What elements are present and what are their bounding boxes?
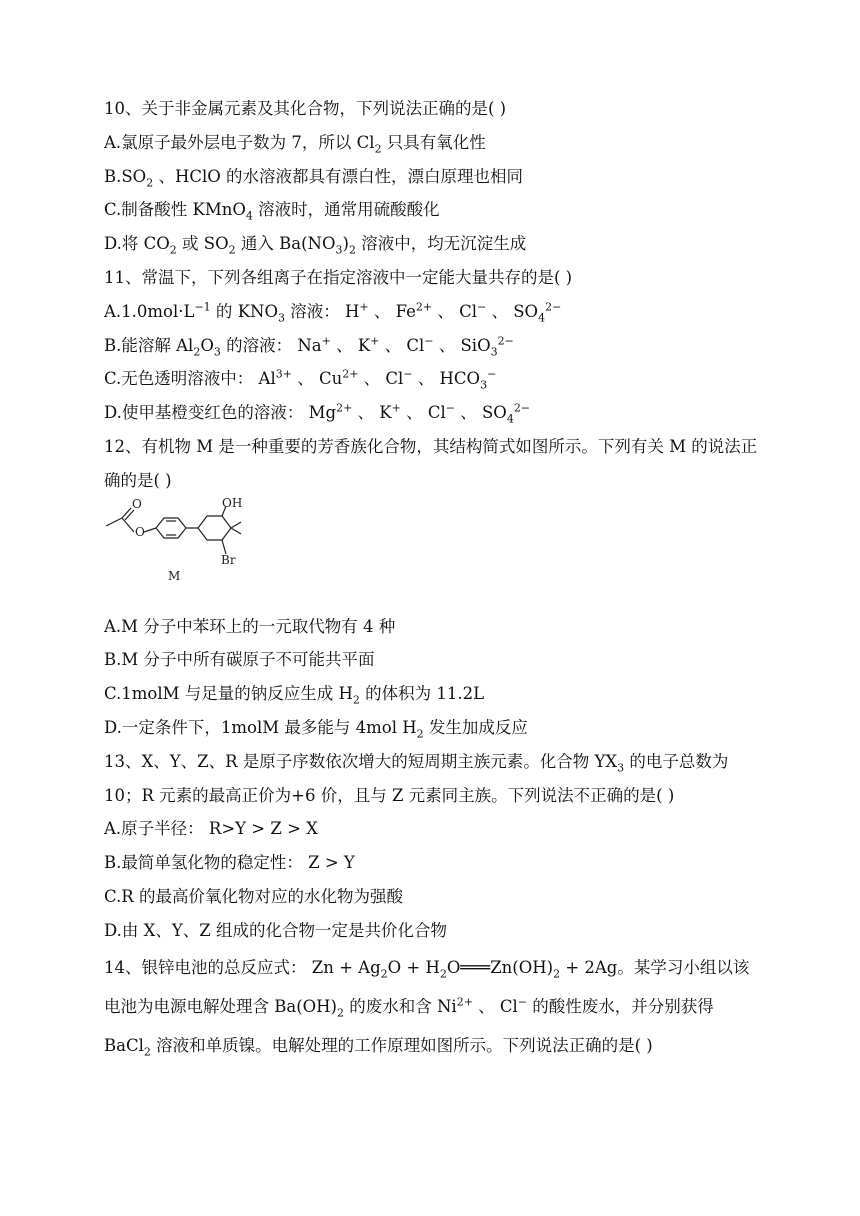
label-molecule-m: M: [168, 568, 181, 583]
q11-option-b: B.能溶解 $Al_2O_3$ 的溶液： Na+ 、 K+ 、 Cl− 、 SiO$_3^{2-}$: [104, 334, 514, 358]
q13-option-c: C.R 的最高价氧化物对应的水化物为强酸: [104, 886, 403, 906]
q13-option-a: A.原子半径： R>Y > Z > X: [104, 819, 318, 839]
bond-ester: [122, 518, 134, 532]
label-carbonyl-o: O: [132, 497, 142, 511]
bond-carbonyl: [122, 508, 131, 518]
label-oh: OH: [222, 497, 243, 510]
q12-option-a: A.M 分子中苯环上的一元取代物有 4 种: [104, 616, 396, 636]
q10-option-b: $B.SO_2$ 、HClO 的水溶液都具有漂白性，漂白原理也相同: [104, 166, 524, 189]
q10-option-a: A.氯原子最外层电子数为 7，所以 $Cl_2$ 只具有氧化性: [104, 132, 486, 156]
q10-option-d: D.将 $CO_2$ 或 $SO_2$ 通入 $Ba(NO_3)_2$ 溶液中，均无沉淀生成: [104, 234, 527, 257]
q11-option-a: $A.1.0mol\cdot L^{-1}$ 的 $KNO_3$ 溶液： H+ 、 $Fe^{2+}$ 、 Cl− 、 $SO_4^{2-}$: [104, 300, 562, 325]
q12-option-c: C.1molM 与足量的钠反应生成 $H_2$ 的体积为 11.2L: [104, 684, 485, 707]
q11-option-d: D.使甲基橙变红色的溶液： $Mg^{2+}$ 、 K+ 、 Cl− 、 $SO_4^{2-}$: [104, 401, 531, 426]
question-11-stem: 11、常温下，下列各组离子在指定溶液中一定能大量共存的是( ): [104, 267, 573, 287]
q13-option-d: D.由 X、Y、Z 组成的化合物一定是共价化合物: [104, 920, 447, 940]
molecule-structure-figure: [104, 498, 764, 610]
q10-option-c: C.制备酸性 KMnO$_4$ 溶液时，通常用硫酸酸化: [104, 200, 440, 223]
cyclohexane-ring: [198, 516, 231, 540]
label-ester-o: O: [135, 524, 145, 539]
q12-option-d: D.一定条件下，1molM 最多能与 4mol $H_2$ 发生加成反应: [104, 717, 528, 741]
question-12-stem: 12、有机物 M 是一种重要的芳香族化合物，其结构简式如图所示。下列有关 M 的说法正确的是( ): [104, 436, 758, 490]
q12-option-b: B.M 分子中所有碳原子不可能共平面: [104, 650, 375, 670]
exam-page: [104, 92, 764, 1065]
question-10-stem: 10、关于非金属元素及其化合物，下列说法正确的是( ): [104, 99, 507, 118]
molecule-diagram: [104, 498, 264, 610]
question-14-stem: 14、银锌电池的总反应式： $Zn + Ag_2O$ + $H_2O═══Zn(OH)_2 + 2Ag$。某学习小组以该电池为电源电解处理含 $Ba(OH)_2$ 的废水和含 $Ni^{2+}$ 、 Cl− 的酸性废水，并分别获得 BaCl$_2$ 溶液和单质镍。电解处理的工作原理如图所示。下列说法正确的是( ): [104, 957, 750, 1058]
question-13-stem: 13、X、Y、Z、R 是原子序数依次增大的短周期主族元素。化合物 $YX_3$ 的电子总数为 10；R 元素的最高正价为+6 价，且与 Z 元素同主族。下列说法不正确的是( ): [104, 751, 729, 805]
label-br: Br: [221, 552, 236, 567]
bond-methyl: [106, 518, 122, 526]
q13-option-b: B.最简单氢化物的稳定性： Z > Y: [104, 853, 355, 873]
q11-option-c: C.无色透明溶液中： $Al^{3+}$ 、 $Cu^{2+}$ 、 Cl− 、 $HCO_3^-$: [104, 367, 497, 392]
